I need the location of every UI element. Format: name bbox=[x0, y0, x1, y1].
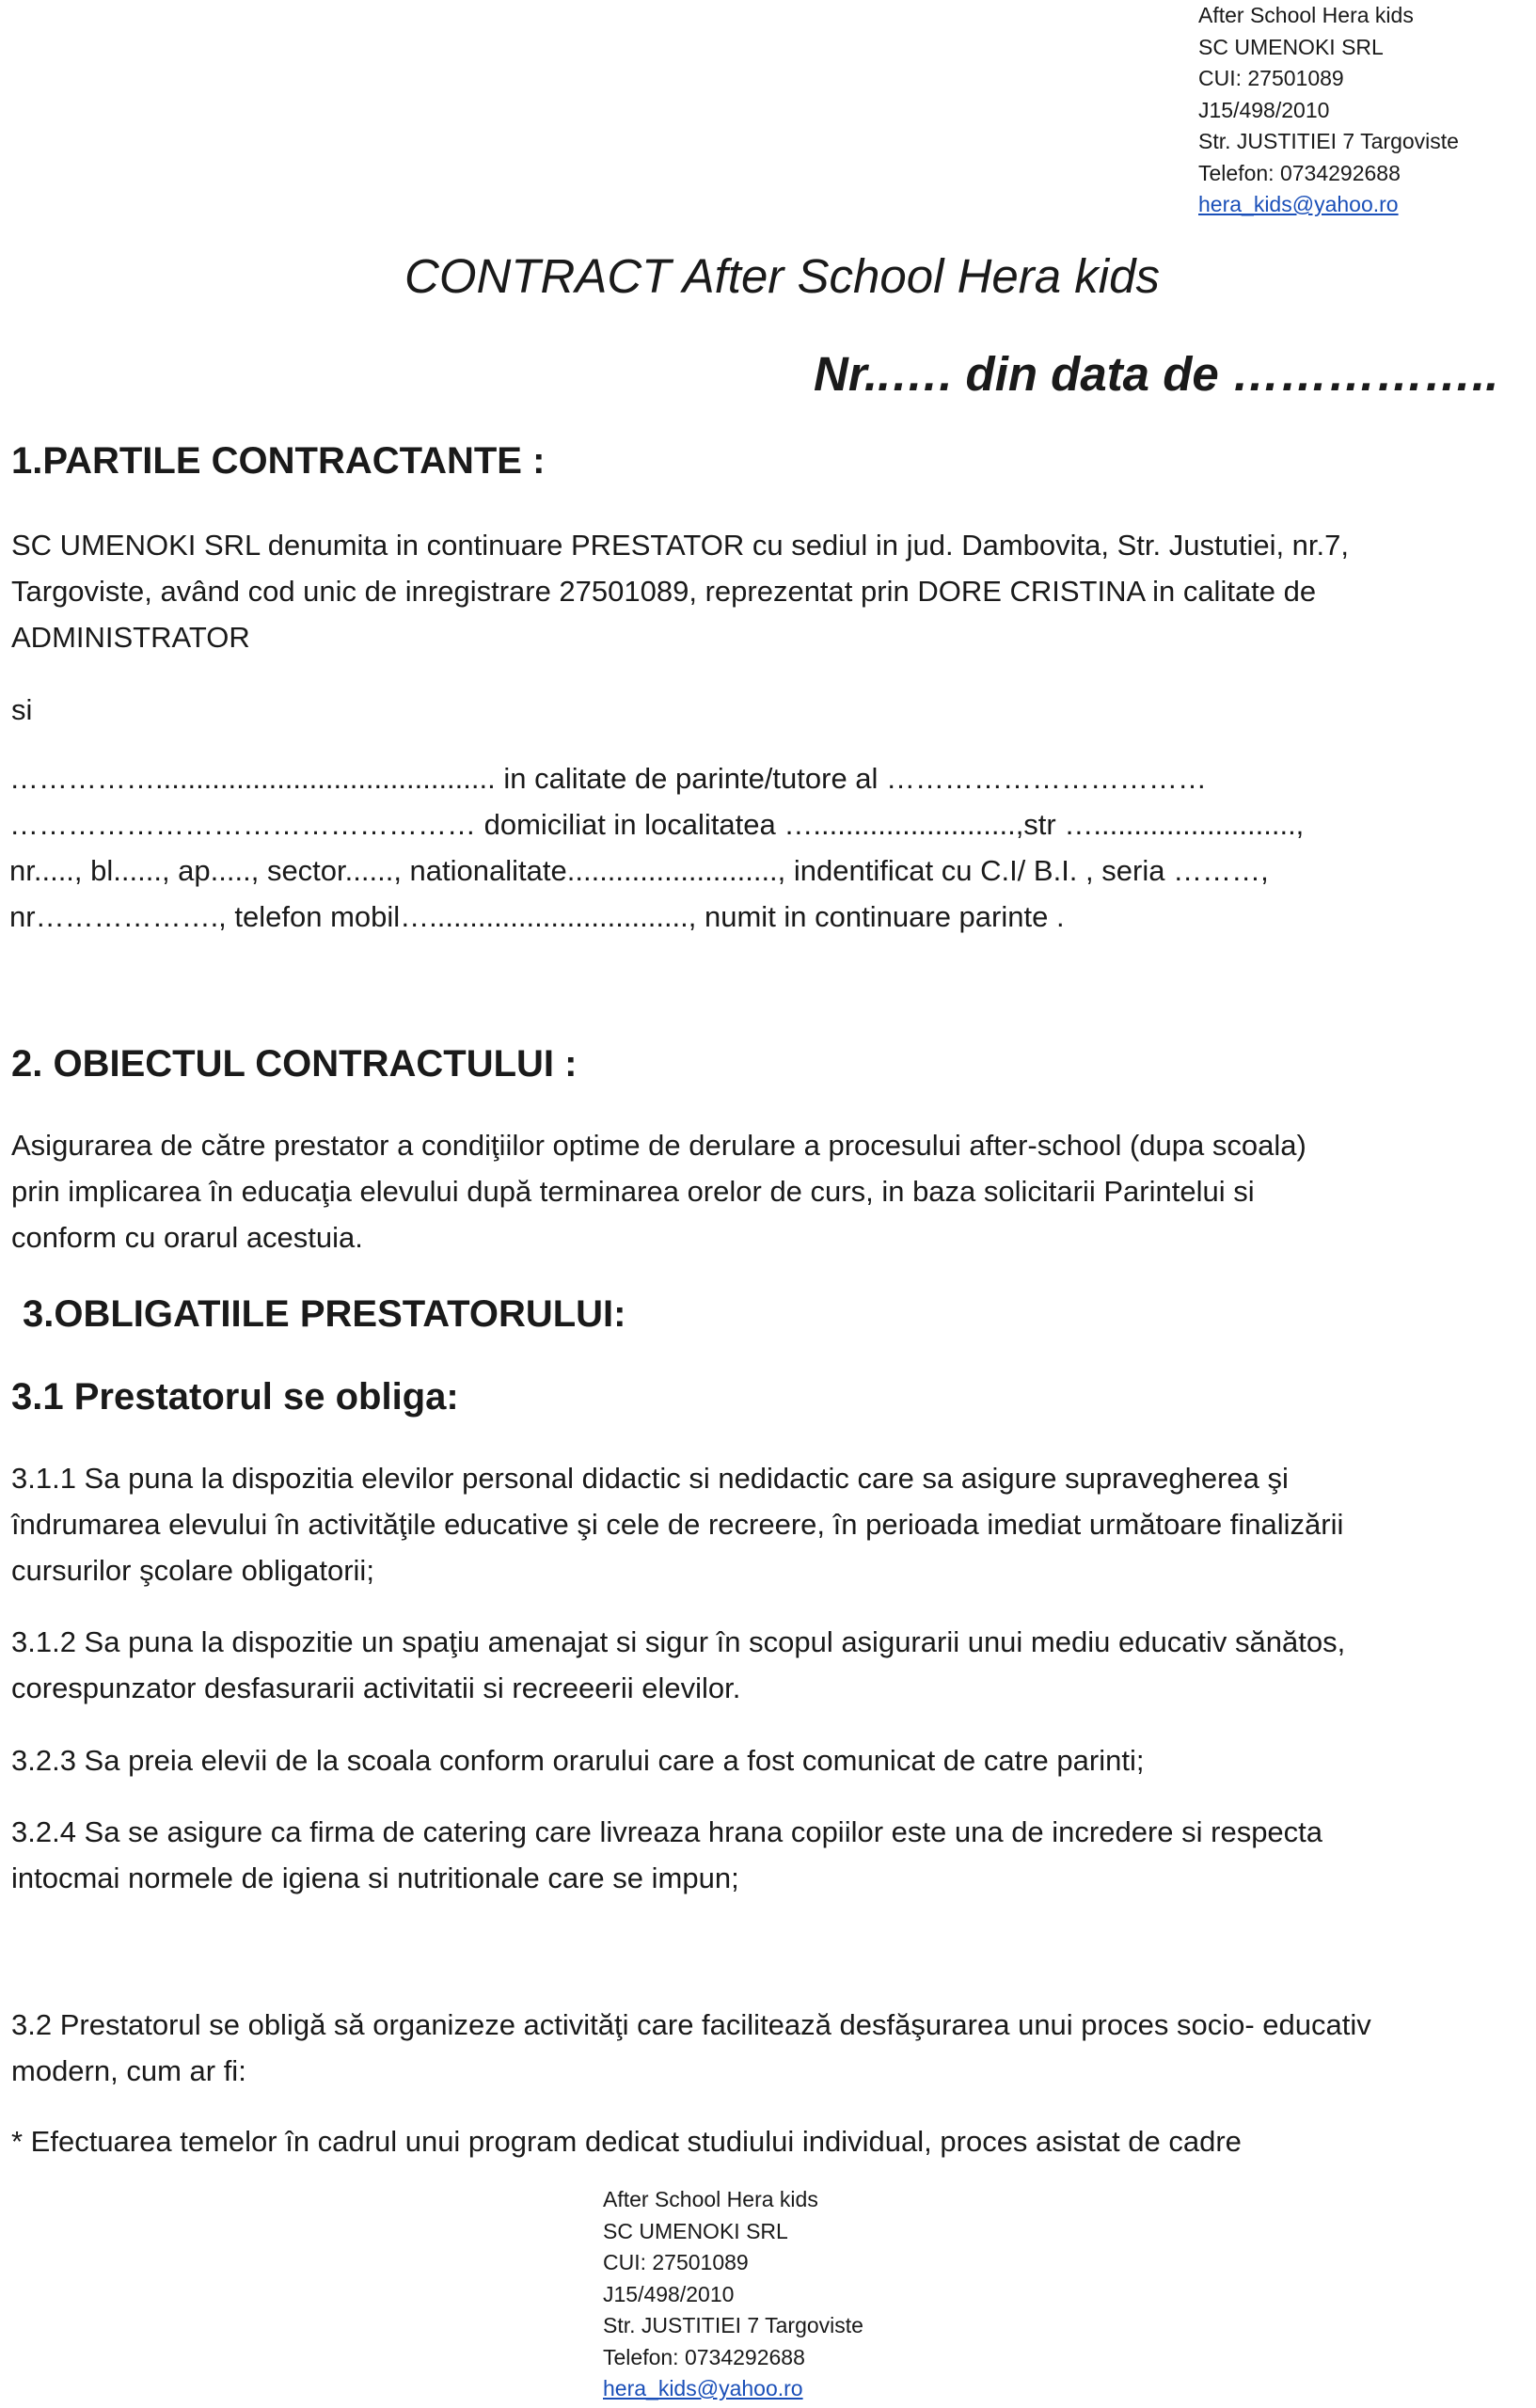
clause-line: îndrumarea elevului în activităţile educative şi cele de recreere, în perioada imediat următoare finalizării bbox=[11, 1508, 1344, 1541]
clause-3-2 bbox=[11, 2002, 1516, 2094]
prestator-paragraph bbox=[11, 522, 1516, 660]
object-paragraph bbox=[11, 1122, 1516, 1260]
section-2-heading: 2. OBIECTUL CONTRACTULUI : bbox=[11, 1043, 578, 1085]
prestator-line: Targoviste, având cod unic de inregistrare 27501089, reprezentat prin DORE CRISTINA in calitate de bbox=[11, 575, 1317, 608]
company-reg: J15/498/2010 bbox=[603, 2281, 735, 2306]
clause-line: corespunzator desfasurarii activitatii si recreeerii elevilor. bbox=[11, 1671, 741, 1704]
clause-line: 3.1.2 Sa puna la dispozitie un spaţiu amenajat si sigur în scopul asigurarii unui mediu educativ sănătos, bbox=[11, 1625, 1346, 1658]
section-3-heading: 3.OBLIGATIILE PRESTATORULUI: bbox=[23, 1293, 626, 1335]
bullet-line: * Efectuarea temelor în cadrul unui program dedicat studiului individual, proces asistat de cadre bbox=[11, 2125, 1242, 2158]
company-name: After School Hera kids bbox=[1198, 3, 1414, 27]
clause-line: 3.2 Prestatorul se obligă să organizeze activităţi care facilitează desfăşurarea unui proces socio- educativ bbox=[11, 2008, 1371, 2041]
object-line: conform cu orarul acestuia. bbox=[11, 1221, 363, 1254]
parent-line: nr....., bl......, ap....., sector......, nationalitate.........................., indentificat cu C.I/ B.I. , seria ………, bbox=[9, 854, 1269, 887]
object-line: Asigurarea de către prestator a condiţiilor optime de derulare a procesului after-school (dupa scoala) bbox=[11, 1129, 1306, 1162]
company-street: Str. JUSTITIEI 7 Targoviste bbox=[603, 2313, 863, 2337]
parent-paragraph bbox=[9, 755, 1514, 940]
clause-line: 3.1.1 Sa puna la dispozitia elevilor personal didactic si nedidactic care sa asigure supravegherea şi bbox=[11, 1462, 1289, 1495]
parent-line: nr………………., telefon mobil…................................, numit in continuare parinte . bbox=[9, 900, 1065, 933]
si-conjunction: si bbox=[11, 693, 33, 726]
footer-company-info bbox=[603, 2184, 863, 2405]
clause-line: 3.2.3 Sa preia elevii de la scoala conform orarului care a fost comunicat de catre parinti; bbox=[11, 1744, 1145, 1777]
object-line: prin implicarea în educaţia elevului după terminarea orelor de curs, in baza solicitarii Parintelui si bbox=[11, 1175, 1255, 1208]
parent-line: ………………………………………… domiciliat in localitatea ….........................,str …........................., bbox=[9, 808, 1305, 841]
company-name: After School Hera kids bbox=[603, 2187, 818, 2211]
contract-title: CONTRACT After School Hera kids bbox=[404, 249, 1160, 303]
company-phone: Telefon: 0734292688 bbox=[1198, 160, 1401, 185]
parent-line: …………….......................................... in calitate de parinte/tutore al …………………………… bbox=[9, 762, 1208, 795]
section-1-heading: 1.PARTILE CONTRACTANTE : bbox=[11, 440, 546, 482]
clause-3-2-4 bbox=[11, 1809, 1516, 1901]
header-company-info bbox=[1198, 0, 1459, 221]
activity-bullet bbox=[11, 2118, 1516, 2164]
company-firm: SC UMENOKI SRL bbox=[603, 2218, 788, 2243]
company-firm: SC UMENOKI SRL bbox=[1198, 34, 1384, 59]
clause-line: cursurilor şcolare obligatorii; bbox=[11, 1554, 374, 1587]
clause-3-1-2 bbox=[11, 1619, 1516, 1711]
company-reg: J15/498/2010 bbox=[1198, 97, 1330, 122]
company-cui: CUI: 27501089 bbox=[1198, 66, 1344, 90]
contract-number-line: Nr..…. din data de …………….. bbox=[814, 347, 1499, 401]
prestator-line: ADMINISTRATOR bbox=[11, 621, 250, 654]
company-street: Str. JUSTITIEI 7 Targoviste bbox=[1198, 129, 1459, 153]
clause-line: modern, cum ar fi: bbox=[11, 2054, 246, 2087]
clause-3-2-3 bbox=[11, 1737, 1516, 1783]
company-cui: CUI: 27501089 bbox=[603, 2250, 749, 2274]
company-phone: Telefon: 0734292688 bbox=[603, 2344, 805, 2369]
clause-line: intocmai normele de igiena si nutritionale care se impun; bbox=[11, 1861, 739, 1894]
company-email-link[interactable]: hera_kids@yahoo.ro bbox=[1198, 192, 1399, 216]
clause-3-1-1 bbox=[11, 1455, 1516, 1593]
prestator-line: SC UMENOKI SRL denumita in continuare PRESTATOR cu sediul in jud. Dambovita, Str. Justutiei, nr.7, bbox=[11, 529, 1350, 562]
clause-line: 3.2.4 Sa se asigure ca firma de catering care livreaza hrana copiilor este una de incredere si respecta bbox=[11, 1815, 1323, 1848]
section-3-1-heading: 3.1 Prestatorul se obliga: bbox=[11, 1376, 459, 1418]
company-email-link[interactable]: hera_kids@yahoo.ro bbox=[603, 2376, 803, 2400]
